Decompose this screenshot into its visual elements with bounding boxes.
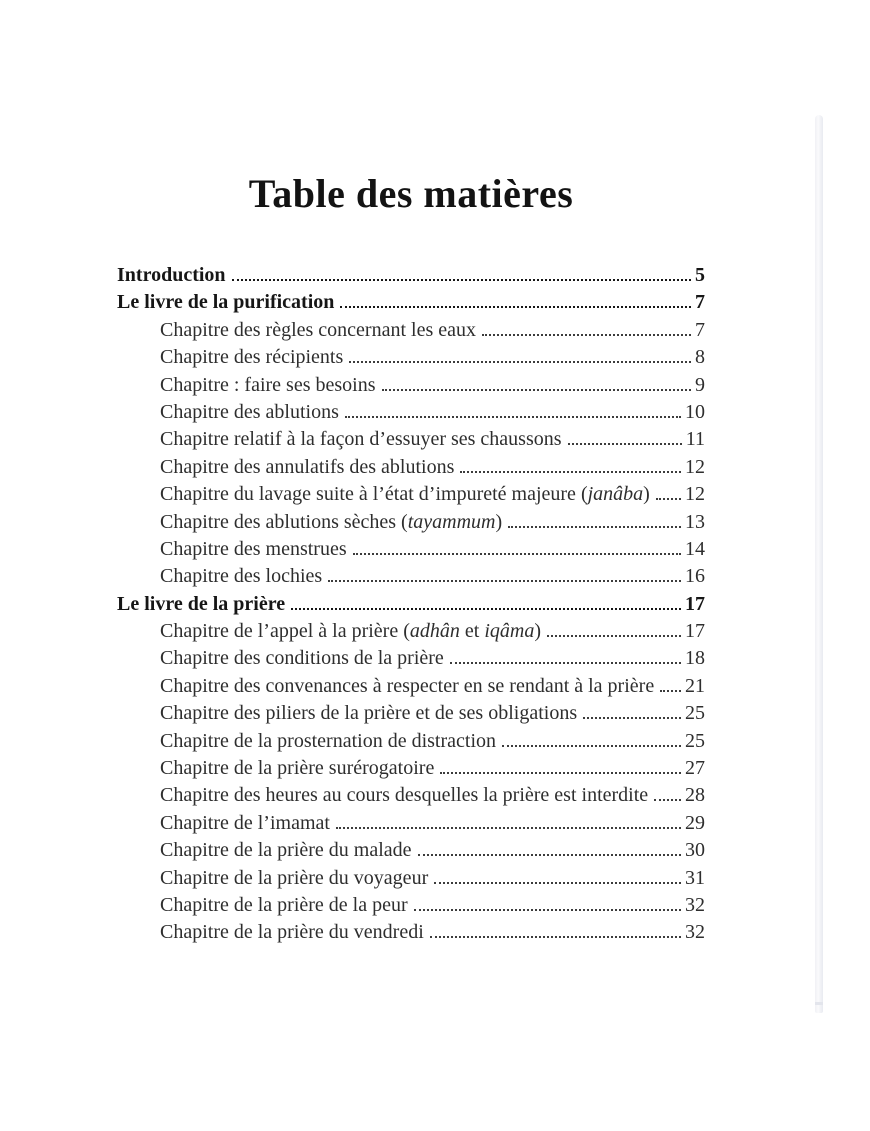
toc-row (117, 319, 705, 346)
dot-leader (656, 498, 681, 500)
toc-entry-label: Chapitre des menstrues (160, 537, 347, 560)
toc-page-number: 25 (685, 702, 705, 725)
dot-leader (345, 416, 681, 418)
toc-entry-label: Chapitre : faire ses besoins (160, 373, 376, 396)
toc-row (117, 757, 705, 784)
toc-entry-label: Le livre de la purification (117, 291, 335, 314)
toc-row (117, 346, 705, 373)
toc-entry-label: Chapitre des conditions de la prière (160, 647, 444, 670)
dot-leader (414, 909, 681, 911)
toc-entry-label: Introduction (117, 264, 226, 286)
toc-page-number: 8 (695, 346, 705, 369)
dot-leader (336, 827, 681, 829)
dot-leader (291, 608, 681, 610)
toc-entry-label: Le livre de la prière (117, 592, 286, 615)
dot-leader (502, 745, 681, 747)
toc-page-number: 17 (685, 592, 705, 615)
toc-page-number: 5 (695, 264, 705, 286)
dot-leader (349, 361, 691, 363)
toc-row (117, 374, 705, 401)
toc-row (117, 565, 705, 592)
toc-row (117, 456, 705, 483)
dot-leader (660, 690, 681, 692)
toc-entry-label: Chapitre des piliers de la prière et de ses obligations (160, 702, 578, 725)
toc-entry-label: Chapitre des ablutions (160, 400, 339, 423)
toc-entry-label: Chapitre de la prière du voyageur (160, 866, 429, 889)
toc-page-number: 14 (685, 537, 705, 560)
toc-page-number: 30 (685, 839, 705, 862)
toc-row (117, 839, 705, 866)
toc-page-number: 16 (685, 565, 705, 588)
dot-leader (353, 553, 681, 555)
toc-page-number: 7 (695, 291, 705, 314)
toc-row (117, 538, 705, 565)
toc-row (117, 867, 705, 894)
dot-leader (382, 389, 692, 391)
toc-content (117, 172, 705, 949)
dot-leader (547, 635, 681, 637)
toc-row (117, 647, 705, 674)
toc-entry-label: Chapitre de l’imamat (160, 811, 330, 834)
dot-leader (654, 799, 681, 801)
dot-leader (482, 334, 691, 336)
toc-entry-label: Chapitre des ablutions sèches (tayammum) (160, 510, 503, 533)
toc-page-number: 28 (685, 784, 705, 807)
toc-page-number: 10 (685, 400, 705, 423)
dot-leader (340, 306, 691, 308)
toc-row (117, 812, 705, 839)
toc-entry-label: Chapitre des annulatifs des ablutions (160, 455, 455, 478)
toc-page-number: 27 (685, 757, 705, 780)
toc-row (117, 428, 705, 455)
toc-entry-label: Chapitre de la prière surérogatoire (160, 757, 435, 780)
toc-row (117, 593, 705, 620)
dot-leader (328, 580, 681, 582)
dot-leader (568, 443, 682, 445)
toc-row (117, 401, 705, 428)
toc-row (117, 675, 705, 702)
toc-row (117, 730, 705, 757)
dot-leader (232, 279, 691, 281)
toc-list (117, 264, 705, 949)
toc-page-number: 29 (685, 811, 705, 834)
toc-row (117, 291, 705, 318)
dot-leader (508, 526, 681, 528)
toc-page-number: 9 (695, 373, 705, 396)
dot-leader (430, 936, 681, 938)
toc-page-number: 32 (685, 893, 705, 916)
toc-entry-label: Chapitre du lavage suite à l’état d’impureté majeure (janâba) (160, 483, 650, 506)
toc-row (117, 784, 705, 811)
dot-leader (440, 772, 681, 774)
toc-entry-label: Chapitre de la prière du malade (160, 839, 412, 862)
toc-page-number: 12 (685, 455, 705, 478)
toc-row (117, 702, 705, 729)
toc-page-number: 13 (685, 510, 705, 533)
toc-page-number: 12 (685, 483, 705, 506)
dot-leader (418, 854, 681, 856)
toc-entry-label: Chapitre des heures au cours desquelles la prière est interdite (160, 784, 649, 807)
dot-leader (583, 717, 681, 719)
dot-leader (450, 662, 681, 664)
toc-page-number: 21 (685, 674, 705, 697)
dot-leader (434, 882, 681, 884)
toc-entry-label: Chapitre relatif à la façon d’essuyer ses chaussons (160, 428, 562, 451)
toc-row (117, 264, 705, 291)
toc-entry-label: Chapitre de la prière du vendredi (160, 921, 424, 944)
toc-page-number: 11 (685, 428, 705, 451)
toc-entry-label: Chapitre de la prière de la peur (160, 893, 408, 916)
toc-row (117, 921, 705, 948)
page-edge-shadow (815, 115, 823, 1013)
toc-entry-label: Chapitre des convenances à respecter en se rendant à la prière (160, 674, 655, 697)
page-title: Table des matières (248, 171, 574, 216)
toc-page-number: 25 (685, 729, 705, 752)
toc-entry-label: Chapitre des récipients (160, 346, 344, 369)
toc-entry-label: Chapitre de l’appel à la prière (adhân et iqâma) (160, 620, 541, 643)
toc-page-number: 17 (685, 620, 705, 643)
toc-entry-label: Chapitre des règles concernant les eaux (160, 318, 476, 341)
toc-page-number: 7 (695, 318, 705, 341)
toc-page-number: 18 (685, 647, 705, 670)
toc-row (117, 511, 705, 538)
toc-row (117, 620, 705, 647)
toc-entry-label: Chapitre de la prosternation de distraction (160, 729, 497, 752)
toc-page-number: 32 (685, 921, 705, 944)
toc-row (117, 483, 705, 510)
toc-entry-label: Chapitre des lochies (160, 565, 323, 588)
dot-leader (460, 471, 681, 473)
toc-page-number: 31 (685, 866, 705, 889)
toc-row (117, 894, 705, 921)
